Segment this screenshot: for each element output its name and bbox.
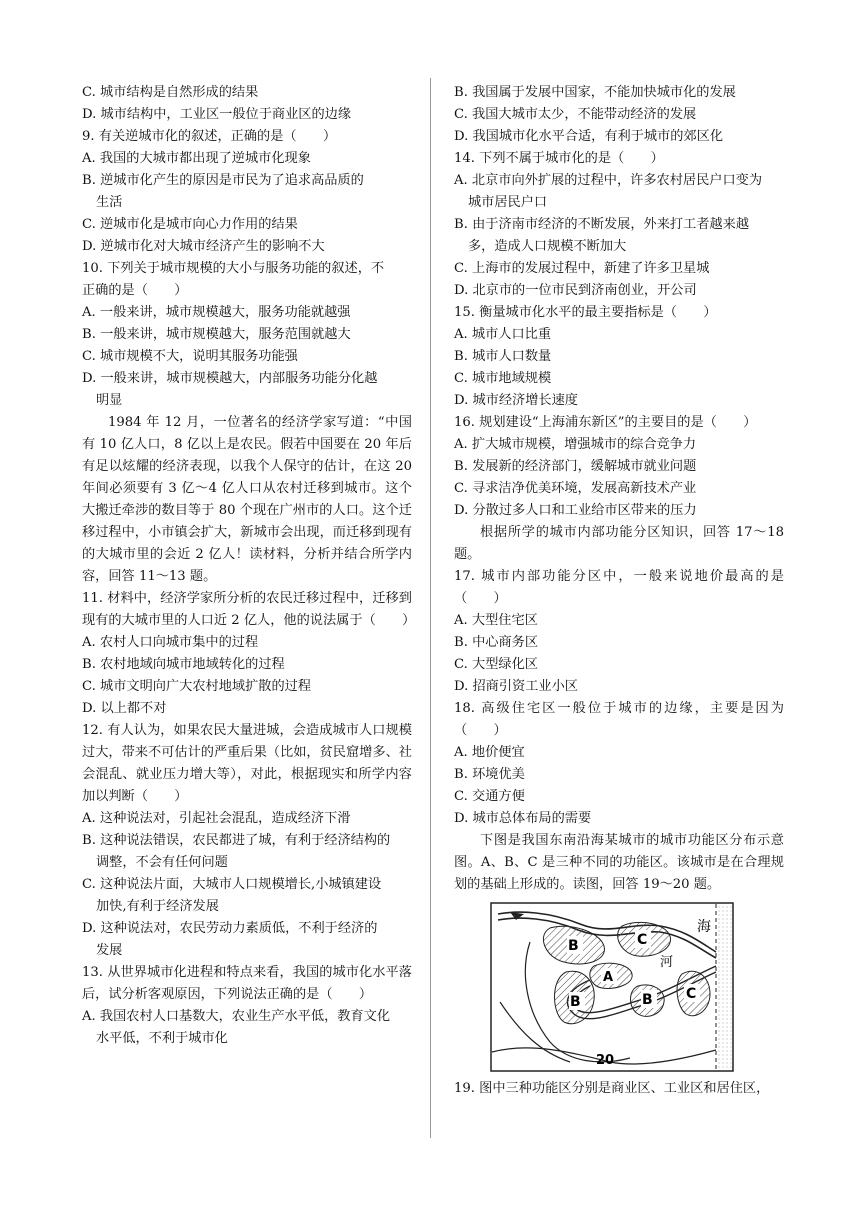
text-line: A. 我国的大城市都出现了逆城市化现象 [82, 151, 311, 166]
text-cont: 加快,有利于经济发展 [96, 899, 219, 914]
text-para: 下图是我国东南沿海某城市的城市功能区分布示意图。A、B、C 是三种不同的功能区。该城市是在合理规划的基础上形成的。读图，回答 19～20 题。 [454, 833, 784, 892]
map-label-b: B [570, 994, 581, 1010]
text-wrap: 18. 高级住宅区一般位于城市的边缘，主要是因为（ ） [454, 701, 784, 738]
text-line: D. 城市总体布局的需要 [454, 811, 592, 826]
column-divider [430, 78, 431, 1138]
map-label-contour: 20 [596, 1053, 615, 1068]
text-line: C. 我国大城市太少，不能带动经济的发展 [454, 107, 697, 122]
text-line: A. 大型住宅区 [454, 613, 538, 628]
text-line: C. 上海市的发展过程中，新建了许多卫星城 [454, 261, 710, 276]
text-line: A. 农村人口向城市集中的过程 [82, 635, 259, 650]
right-column [454, 82, 784, 1100]
text-line: C. 这种说法片面，大城市人口规模增长,小城镇建设 [82, 877, 382, 892]
text-cont: 明显 [96, 393, 123, 408]
text-line: D. 逆城市化对大城市经济产生的影响不大 [82, 239, 325, 254]
text-wrap: 12. 有人认为，如果农民大量进城，会造成城市人口规模过大，带来不可估计的严重后果（比如，贫民窟增多、社会混乱、就业压力增大等），对此，根据现实和所学内容加以判断（ ） [82, 723, 412, 804]
left-column [82, 82, 416, 1050]
text-wrap: 13. 从世界城市化进程和特点来看，我国的城市化水平落后，试分析客观原因，下列说法正确的是（ ） [82, 965, 412, 1002]
text-line: A. 城市人口比重 [454, 327, 552, 342]
map-label-a: A [603, 970, 614, 985]
text-line: A. 我国农村人口基数大，农业生产水平低，教育文化 [82, 1009, 391, 1024]
text-line: B. 环境优美 [454, 767, 525, 782]
text-line: D. 这种说法对，农民劳动力素质低，不利于经济的 [82, 921, 378, 936]
text-line: C. 城市地域规模 [454, 371, 552, 386]
text-line: D. 招商引资工业小区 [454, 679, 578, 694]
text-para: 1984 年 12 月，一位著名的经济学家写道：“中国有 10 亿人口，8 亿以上是农民。假若中国要在 20 年后有足以炫耀的经济表现，以我个人保守的估计，在这 20 年间必须要有 3 亿～4 亿人口从农村迁移到城市。这个大搬迁牵涉的数目等于 80 个现在广州市的人口。这个迁移过程中，小市镇会扩大，新城市会出现，而迁移到现有的大城市里的会近 2 亿人！读材料，分析并结合所学内容，回答 11～13 题。 [82, 415, 412, 584]
text-cont: 水平低，不利于城市化 [96, 1031, 228, 1046]
text-line: B. 发展新的经济部门，缓解城市就业问题 [454, 459, 697, 474]
text-line: B. 由于济南市经济的不断发展，外来打工者越来越 [454, 217, 750, 232]
text-line: 15. 衡量城市化水平的最主要指标是（ ） [454, 305, 717, 320]
text-cont: 城市居民户口 [468, 195, 548, 210]
text-line: D. 以上都不对 [82, 701, 167, 716]
text-line: A. 一般来讲，城市规模越大，服务功能就越强 [82, 305, 351, 320]
map-label-b: B [568, 938, 579, 954]
text-line: 16. 规划建设“上海浦东新区”的主要目的是（ ） [454, 415, 757, 430]
text-line: B. 我国属于发展中国家，不能加快城市化的发展 [454, 85, 736, 100]
map-label-c: C [637, 932, 648, 948]
text-cont: 生活 [96, 195, 123, 210]
map-label-c: C [686, 986, 697, 1002]
text-line: B. 一般来讲，城市规模越大，服务范围就越大 [82, 327, 351, 342]
text-line: C. 城市规模不大，说明其服务功能强 [82, 349, 298, 364]
text-cont: 发展 [96, 943, 123, 958]
text-line: D. 城市结构中，工业区一般位于商业区的边缘 [82, 107, 352, 122]
text-line: C. 逆城市化是城市向心力作用的结果 [82, 217, 298, 232]
text-wrap: 11. 材料中，经济学家所分析的农民迁移过程中，迁移到现有的大城市里的人口近 2 亿人，他的说法属于（ ） [82, 591, 416, 628]
text-line: 10. 下列关于城市规模的大小与服务功能的叙述，不 [82, 261, 385, 276]
text-line: B. 这种说法错误，农民都进了城，有利于经济结构的 [82, 833, 391, 848]
map-label-river: 河 [660, 955, 674, 970]
text-line: B. 城市人口数量 [454, 349, 552, 364]
text-line: B. 逆城市化产生的原因是市民为了追求高品质的 [82, 173, 364, 188]
text-line: A. 这种说法对，引起社会混乱，造成经济下滑 [82, 811, 351, 826]
text-line: C. 大型绿化区 [454, 657, 538, 672]
text-line: D. 城市经济增长速度 [454, 393, 578, 408]
text-line: 正确的是（ ） [82, 283, 188, 298]
text-line: B. 中心商务区 [454, 635, 539, 650]
text-wrap: 17. 城市内部功能分区中，一般来说地价最高的是（ ） [454, 569, 784, 606]
text-line: C. 城市结构是自然形成的结果 [82, 85, 259, 100]
text-line: C. 交通方便 [454, 789, 525, 804]
text-line: 19. 图中三种功能区分别是商业区、工业区和居住区， [454, 1081, 770, 1096]
text-cont: 多，造成人口规模不断加大 [468, 239, 627, 254]
map-label-sea: 海 [697, 919, 711, 935]
text-line: B. 农村地域向城市地域转化的过程 [82, 657, 285, 672]
text-line: D. 一般来讲，城市规模越大，内部服务功能分化越 [82, 371, 378, 386]
text-line: 14. 下列不属于城市化的是（ ） [454, 151, 664, 166]
text-para: 根据所学的城市内部功能分区知识，回答 17～18 题。 [454, 525, 784, 562]
text-line: D. 我国城市化水平合适，有利于城市的郊区化 [454, 129, 724, 144]
text-line: A. 北京市向外扩展的过程中，许多农村居民户口变为 [454, 173, 763, 188]
map-label-b: B [642, 992, 653, 1008]
text-line: A. 地价便宜 [454, 745, 525, 760]
text-cont: 调整，不会有任何问题 [96, 855, 228, 870]
city-function-map [490, 902, 734, 1072]
text-line: C. 城市文明向广大农村地域扩散的过程 [82, 679, 312, 694]
text-line: D. 北京市的一位市民到济南创业，开公司 [454, 283, 697, 298]
text-line: A. 扩大城市规模，增强城市的综合竞争力 [454, 437, 697, 452]
text-line: C. 寻求洁净优美环境，发展高新技术产业 [454, 481, 697, 496]
text-line: 9. 有关逆城市化的叙述，正确的是（ ） [82, 129, 337, 144]
text-line: D. 分散过多人口和工业给市区带来的压力 [454, 503, 697, 518]
